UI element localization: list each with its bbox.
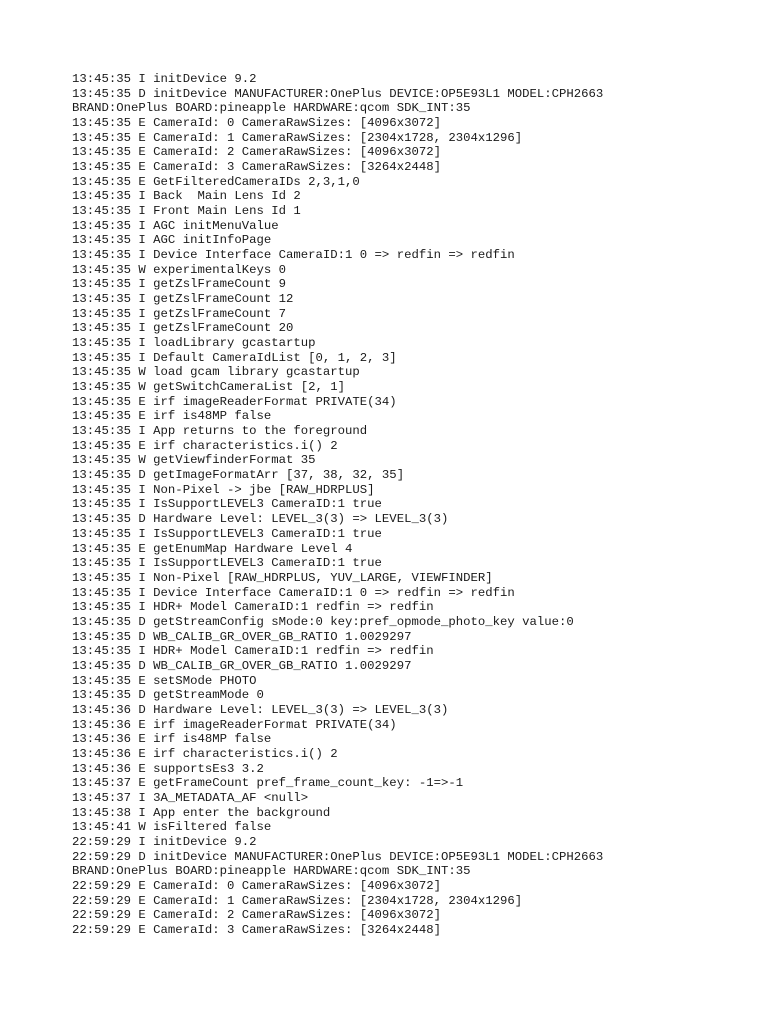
log-line: 22:59:29 E CameraId: 0 CameraRawSizes: [4096x3072] (72, 878, 441, 893)
log-line: 13:45:36 E irf imageReaderFormat PRIVATE(34) (72, 717, 397, 732)
log-line: 13:45:35 W getViewfinderFormat 35 (72, 453, 316, 468)
log-line: 13:45:35 D getImageFormatArr [37, 38, 32, 35] (72, 468, 405, 483)
log-line: 13:45:35 W experimentalKeys 0 (72, 262, 287, 277)
log-line: 13:45:35 I initDevice 9.2 (72, 72, 257, 86)
log-line: 13:45:35 I Default CameraIdList [0, 1, 2, 3] (72, 350, 397, 365)
log-line: 13:45:35 I getZslFrameCount 12 (72, 292, 294, 307)
log-line: 13:45:35 D getStreamMode 0 (72, 688, 264, 703)
log-line: 13:45:35 I getZslFrameCount 7 (72, 306, 287, 321)
log-line: 13:45:35 W load gcam library gcastartup (72, 365, 360, 380)
log-line: 13:45:35 E CameraId: 2 CameraRawSizes: [4096x3072] (72, 145, 441, 160)
log-line: 13:45:41 W isFiltered false (72, 820, 272, 835)
log-line: 13:45:37 E getFrameCount pref_frame_count_key: -1=>-1 (72, 776, 464, 791)
log-line: 13:45:35 I AGC initInfoPage (72, 233, 272, 248)
log-line: 22:59:29 I initDevice 9.2 (72, 834, 257, 849)
log-line: 13:45:35 E irf is48MP false (72, 409, 272, 424)
log-line: 22:59:29 E CameraId: 2 CameraRawSizes: [4096x3072] (72, 908, 441, 923)
log-line: 13:45:35 I Device Interface CameraID:1 0 => redfin => redfin (72, 585, 515, 600)
log-line: 13:45:35 D WB_CALIB_GR_OVER_GB_RATIO 1.0029297 (72, 658, 412, 673)
log-line: 13:45:35 D initDevice MANUFACTURER:OnePlus DEVICE:OP5E93L1 MODEL:CPH2663 (72, 86, 604, 101)
log-line: 13:45:35 E getEnumMap Hardware Level 4 (72, 541, 353, 556)
log-text-block (72, 72, 712, 938)
log-line: 13:45:35 I IsSupportLEVEL3 CameraID:1 true (72, 556, 382, 571)
log-line: 13:45:35 I loadLibrary gcastartup (72, 336, 316, 351)
log-line: 22:59:29 D initDevice MANUFACTURER:OnePlus DEVICE:OP5E93L1 MODEL:CPH2663 (72, 849, 604, 864)
log-line: 13:45:35 E CameraId: 3 CameraRawSizes: [3264x2448] (72, 160, 441, 175)
log-line: 13:45:35 I App returns to the foreground (72, 424, 368, 439)
log-line: BRAND:OnePlus BOARD:pineapple HARDWARE:qcom SDK_INT:35 (72, 101, 471, 116)
log-line: 13:45:35 I Non-Pixel -> jbe [RAW_HDRPLUS] (72, 482, 375, 497)
log-line: 13:45:35 E irf characteristics.i() 2 (72, 438, 338, 453)
log-line: 13:45:35 E setSMode PHOTO (72, 673, 257, 688)
log-line: 13:45:35 D Hardware Level: LEVEL_3(3) => LEVEL_3(3) (72, 512, 449, 527)
log-line: 13:45:35 I AGC initMenuValue (72, 218, 279, 233)
log-line: 22:59:29 E CameraId: 3 CameraRawSizes: [3264x2448] (72, 922, 441, 937)
log-line: 13:45:35 E GetFilteredCameraIDs 2,3,1,0 (72, 174, 360, 189)
log-line: 13:45:35 E CameraId: 0 CameraRawSizes: [4096x3072] (72, 116, 441, 131)
log-line: 13:45:35 I HDR+ Model CameraID:1 redfin => redfin (72, 600, 434, 615)
log-line: 13:45:35 I Device Interface CameraID:1 0 => redfin => redfin (72, 248, 515, 263)
log-line: 13:45:35 W getSwitchCameraList [2, 1] (72, 380, 346, 395)
log-line: 13:45:35 D getStreamConfig sMode:0 key:pref_opmode_photo_key value:0 (72, 614, 574, 629)
log-line: 13:45:36 E supportsEs3 3.2 (72, 761, 264, 776)
log-line: 13:45:38 I App enter the background (72, 805, 331, 820)
log-line: 13:45:35 I Front Main Lens Id 1 (72, 204, 301, 219)
log-line: 22:59:29 E CameraId: 1 CameraRawSizes: [2304x1728, 2304x1296] (72, 893, 523, 908)
log-line: 13:45:35 I Non-Pixel [RAW_HDRPLUS, YUV_LARGE, VIEWFINDER] (72, 570, 493, 585)
log-line: 13:45:35 I getZslFrameCount 9 (72, 277, 287, 292)
log-line: 13:45:35 I getZslFrameCount 20 (72, 321, 294, 336)
log-line: 13:45:36 E irf is48MP false (72, 732, 272, 747)
log-line: 13:45:36 E irf characteristics.i() 2 (72, 746, 338, 761)
log-line: 13:45:35 E irf imageReaderFormat PRIVATE(34) (72, 394, 397, 409)
log-line: 13:45:35 D WB_CALIB_GR_OVER_GB_RATIO 1.0029297 (72, 629, 412, 644)
log-line: 13:45:35 E CameraId: 1 CameraRawSizes: [2304x1728, 2304x1296] (72, 130, 523, 145)
log-line: 13:45:37 I 3A_METADATA_AF <null> (72, 790, 309, 805)
log-line: 13:45:36 D Hardware Level: LEVEL_3(3) => LEVEL_3(3) (72, 702, 449, 717)
log-line: BRAND:OnePlus BOARD:pineapple HARDWARE:qcom SDK_INT:35 (72, 864, 471, 879)
log-line: 13:45:35 I Back Main Lens Id 2 (72, 189, 301, 204)
log-line: 13:45:35 I HDR+ Model CameraID:1 redfin => redfin (72, 644, 434, 659)
log-line: 13:45:35 I IsSupportLEVEL3 CameraID:1 true (72, 497, 382, 512)
log-line: 13:45:35 I IsSupportLEVEL3 CameraID:1 true (72, 526, 382, 541)
